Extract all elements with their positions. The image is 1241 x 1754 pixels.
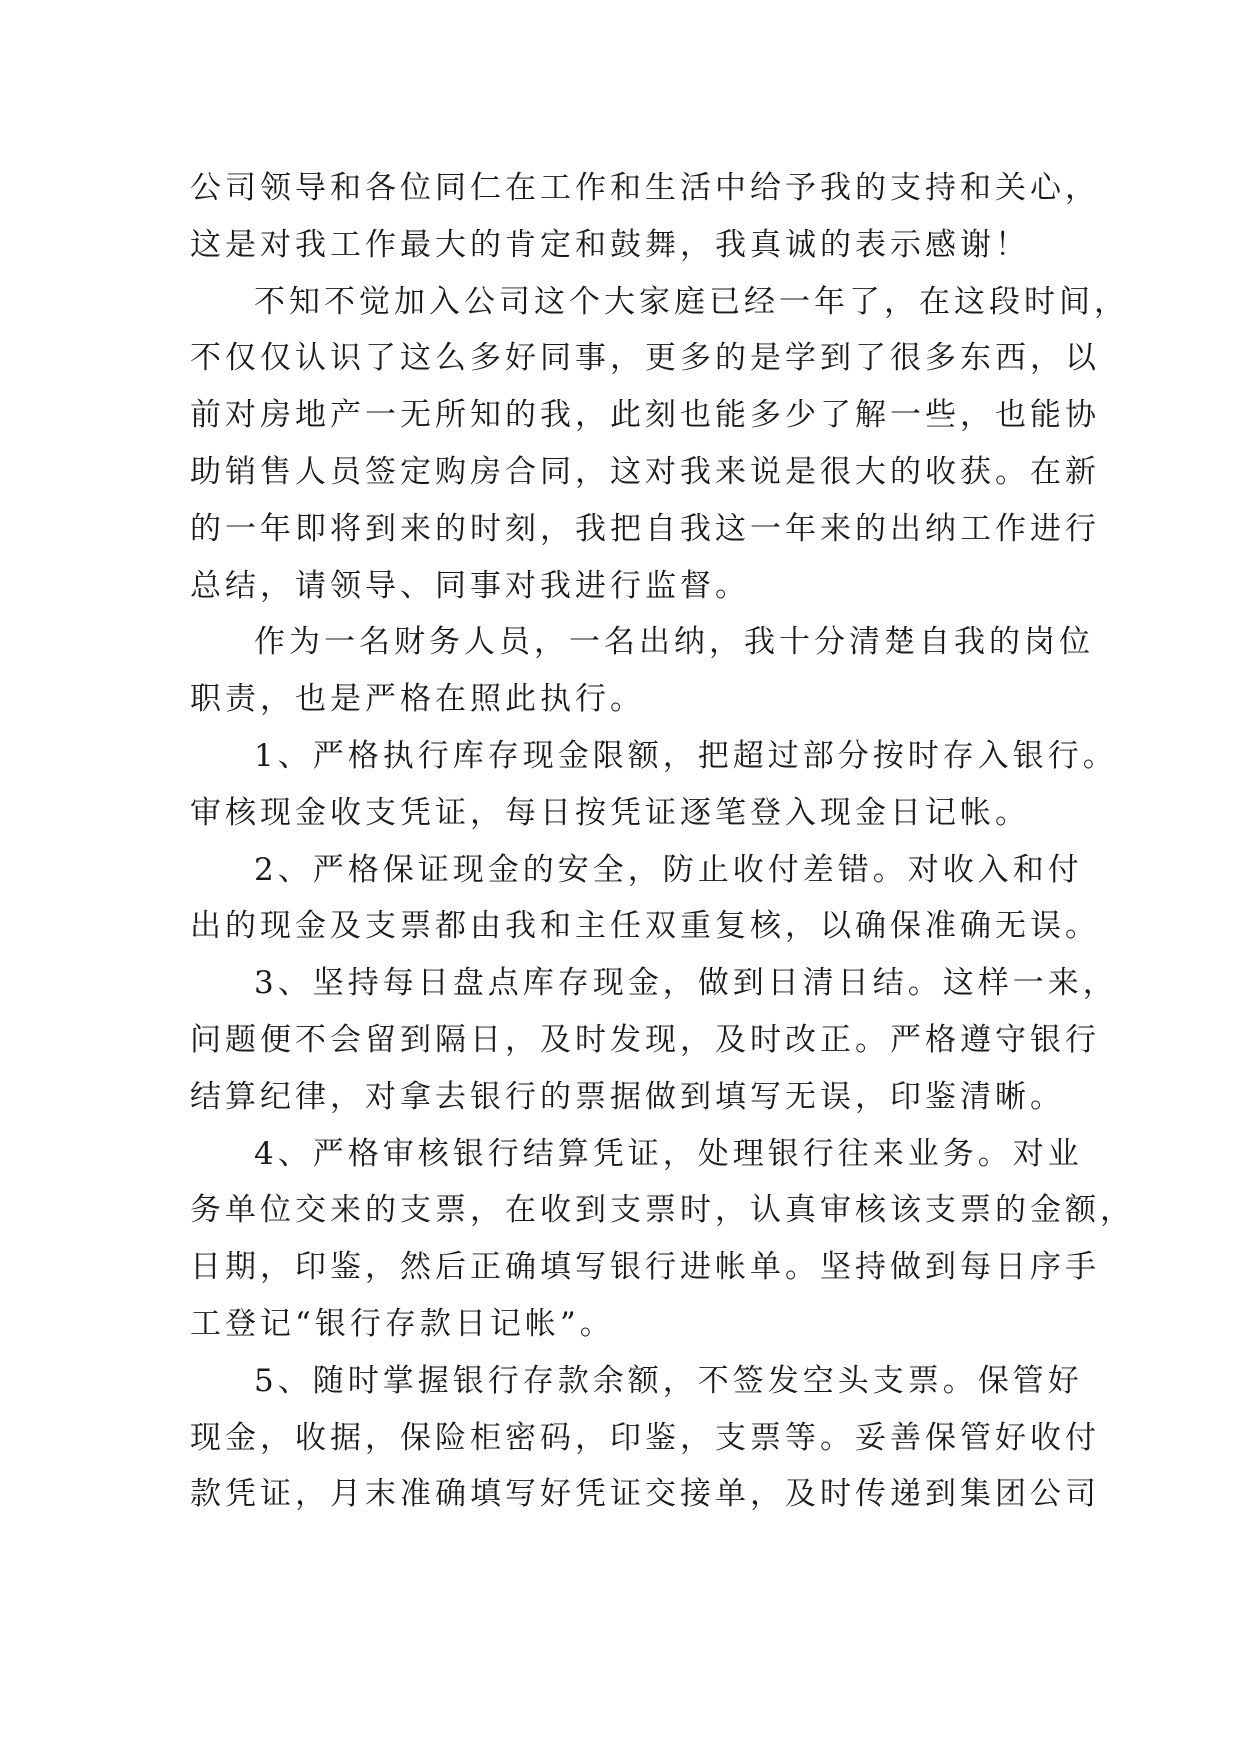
text-line: 职责，也是严格在照此执行。	[190, 681, 645, 718]
text-line: 结算纪律，对拿去银行的票据做到填写无误，印鉴清晰。	[190, 1078, 1065, 1115]
list-item-1-first-line: 1、严格执行库存现金限额，把超过部分按时存入银行。	[254, 737, 1118, 774]
text-line: 出的现金及支票都由我和主任双重复核，以确保准确无误。	[190, 908, 1100, 945]
text-line: 前对房地产一无所知的我，此刻也能多少了解一些，也能协	[190, 397, 1100, 434]
text-line: 工登记“银行存款日记帐”。	[190, 1305, 615, 1342]
list-item-2-first-line: 2、严格保证现金的安全，防止收付差错。对收入和付	[254, 851, 1083, 888]
text-line: 现金，收据，保险柜密码，印鉴，支票等。妥善保管好收付	[190, 1419, 1100, 1456]
text-line: 这是对我工作最大的肯定和鼓舞，我真诚的表示感谢！	[190, 226, 1030, 263]
list-item-5-first-line: 5、随时掌握银行存款余额，不签发空头支票。保管好	[254, 1362, 1083, 1399]
list-item-3-first-line: 3、坚持每日盘点库存现金，做到日清日结。这样一来，	[254, 965, 1118, 1002]
list-item-4-first-line: 4、严格审核银行结算凭证，处理银行往来业务。对业	[254, 1135, 1083, 1172]
paragraph-first-line: 作为一名财务人员，一名出纳，我十分清楚自我的岗位	[254, 624, 1094, 661]
body-text	[190, 160, 1135, 1523]
text-line: 公司领导和各位同仁在工作和生活中给予我的支持和关心，	[190, 170, 1100, 206]
text-line: 不仅仅认识了这么多好同事，更多的是学到了很多东西，以	[190, 340, 1100, 377]
text-line: 问题便不会留到隔日，及时发现，及时改正。严格遵守银行	[190, 1021, 1100, 1058]
text-line: 款凭证，月末准确填写好凭证交接单，及时传递到集团公司	[190, 1476, 1100, 1513]
text-line: 的一年即将到来的时刻，我把自我这一年来的出纳工作进行	[190, 510, 1100, 547]
text-line: 审核现金收支凭证，每日按凭证逐笔登入现金日记帐。	[190, 794, 1030, 831]
text-line: 助销售人员签定购房合同，这对我来说是很大的收获。在新	[190, 453, 1100, 490]
text-line: 日期，印鉴，然后正确填写银行进帐单。坚持做到每日序手	[190, 1249, 1100, 1286]
text-line: 务单位交来的支票，在收到支票时，认真审核该支票的金额，	[190, 1192, 1135, 1229]
text-line: 总结，请领导、同事对我进行监督。	[190, 567, 750, 604]
paragraph-first-line: 不知不觉加入公司这个大家庭已经一年了，在这段时间，	[254, 283, 1129, 320]
